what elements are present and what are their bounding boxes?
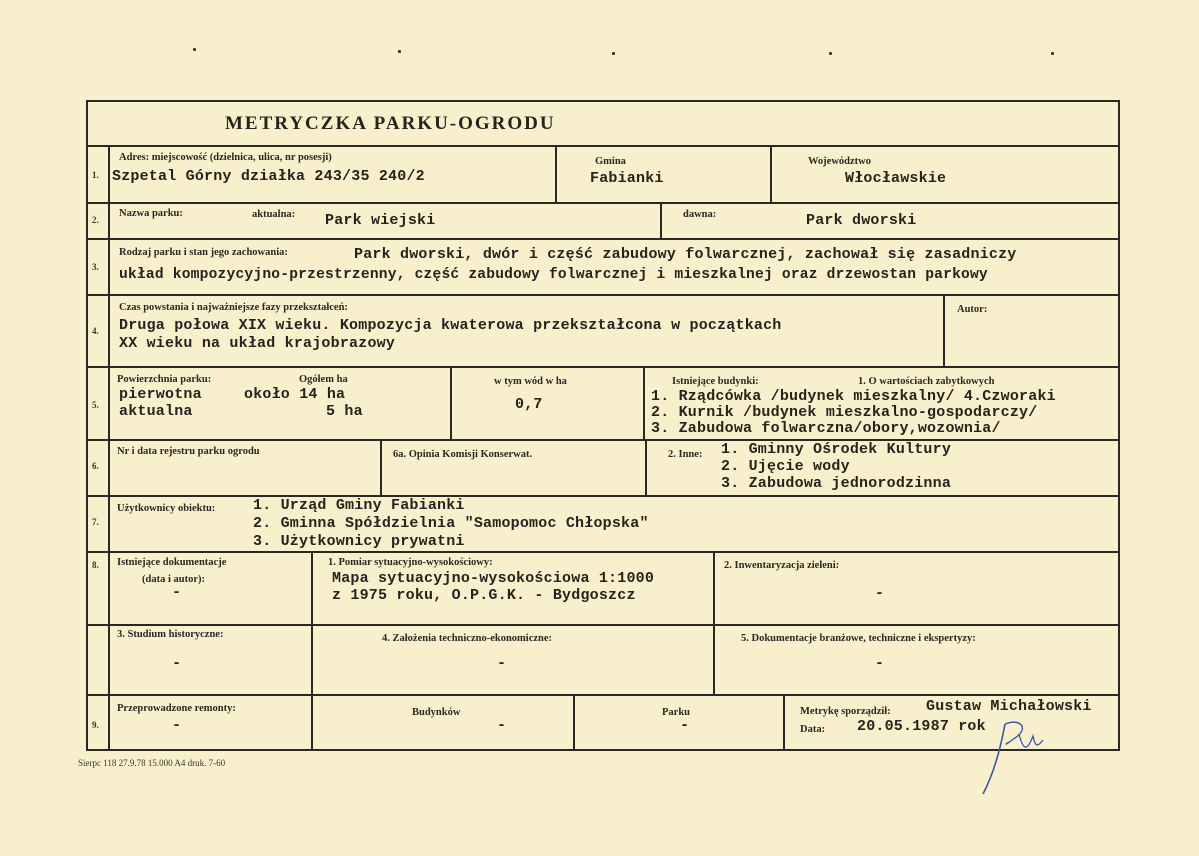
buildings-repairs-value: - [497,717,507,734]
date-label: Data: [800,724,826,735]
original-area-value: około 14 ha [244,386,346,403]
survey-value-line2: z 1975 roku, O.P.G.K. - Bydgoszcz [332,587,636,604]
cell-divider [645,439,647,495]
building-2: 2. Kurnik /budynek mieszkalno-gospodarczy/ [651,404,1038,421]
cell-divider [380,439,382,495]
row-divider [86,624,1120,626]
cell-divider [713,551,715,694]
history-study-label: 3. Studium historyczne: [117,629,224,640]
park-repairs-value: - [680,717,690,734]
former-name-value: Park dworski [806,212,917,229]
row-number: 3. [92,262,99,272]
other-building-1: 1. Gminny Ośrodek Kultury [721,441,952,458]
cell-divider [573,694,575,751]
row-number: 6. [92,461,99,471]
current-name-label: aktualna: [252,209,296,220]
row-number: 2. [92,215,99,225]
origin-value-line2: XX wieku na układ krajobrazowy [119,335,396,352]
user-3: 3. Użytkownicy prywatni [253,533,465,550]
area-label: Powierzchnia parku: [117,374,212,385]
row-divider [86,439,1120,441]
row-divider [86,202,1120,204]
park-repairs-label: Parku [662,707,691,718]
user-1: 1. Urząd Gminy Fabianki [253,497,465,514]
technical-assumptions-value: - [497,655,507,672]
row-divider [86,145,1120,147]
gmina-value: Fabianki [590,170,664,187]
number-column-divider [108,145,110,751]
cell-divider [943,294,945,366]
print-footer: Sierpc 118 27.9.78 15.000 A4 druk. 7-60 [78,758,226,768]
row-number: 7. [92,517,99,527]
prepared-by-value: Gustaw Michałowski [926,698,1092,715]
opinion-label: 6a. Opinia Komisji Konserwat. [393,449,533,460]
row-divider [86,551,1120,553]
existing-docs-label: Istniejące dokumentacje [117,557,227,568]
water-area-value: 0,7 [515,396,543,413]
speck [829,52,832,55]
cell-divider [783,694,785,751]
branch-docs-label: 5. Dokumentacje branżowe, techniczne i ekspertyzy: [741,633,976,644]
technical-assumptions-label: 4. Założenia techniczno-ekonomiczne: [382,633,553,644]
row-number: 9. [92,720,99,730]
water-area-label: w tym wód w ha [494,376,567,387]
row-number: 8. [92,560,99,570]
park-type-value-line1: Park dworski, dwór i część zabudowy folwarcznej, zachował się zasadniczy [354,246,1017,263]
park-type-value-line2: układ kompozycyjno-przestrzenny, część zabudowy folwarcznej i mieszkalnej oraz drzewostan parkowy [119,267,988,283]
row-number: 5. [92,400,99,410]
prepared-by-label: Metrykę sporządził: [800,706,891,717]
greenery-inventory-label: 2. Inwentaryzacja zieleni: [724,560,840,571]
date-value: 20.05.1987 rok [857,718,986,735]
other-buildings-label: 2. Inne: [668,449,703,460]
former-name-label: dawna: [683,209,717,220]
current-name-value: Park wiejski [325,212,436,229]
speck [398,50,401,53]
cell-divider [770,145,772,202]
monuments-label: 1. O wartościach zabytkowych [858,376,995,387]
speck [1051,52,1054,55]
other-building-2: 2. Ujęcie wody [721,458,850,475]
row-divider [86,694,1120,696]
author-label: Autor: [957,304,988,315]
row-divider [86,238,1120,240]
register-label: Nr i data rejestru parku ogrodu [117,446,260,457]
park-type-label: Rodzaj parku i stan jego zachowania: [119,247,288,258]
repairs-label: Przeprowadzone remonty: [117,703,236,714]
current-area-label: aktualna [119,403,193,420]
buildings-repairs-label: Budynków [412,707,461,718]
cell-divider [660,202,662,238]
signature-icon [975,716,1065,801]
repairs-value: - [172,717,182,734]
form-title: METRYCZKA PARKU-OGRODU [225,113,556,134]
row-divider [86,366,1120,368]
cell-divider [643,366,645,439]
cell-divider [311,551,313,694]
total-area-label: Ogółem ha [299,374,348,385]
existing-docs-value: - [172,584,182,601]
cell-divider [311,694,313,751]
voivodeship-value: Włocławskie [845,170,947,187]
greenery-inventory-value: - [875,585,885,602]
users-label: Użytkownicy obiektu: [117,503,216,514]
speck [193,48,196,51]
branch-docs-value: - [875,655,885,672]
voivodeship-label: Województwo [808,156,871,167]
current-area-value: 5 ha [326,403,363,420]
user-2: 2. Gminna Spółdzielnia "Samopomoc Chłopska" [253,515,649,532]
row-divider [86,495,1120,497]
survey-label: 1. Pomiar sytuacyjno-wysokościowy: [328,557,493,568]
cell-divider [555,145,557,202]
survey-value-line1: Mapa sytuacyjno-wysokościowa 1:1000 [332,570,655,587]
cell-divider [450,366,452,439]
address-value: Szpetal Górny działka 243/35 240/2 [112,168,425,185]
row-divider [86,294,1120,296]
park-name-label: Nazwa parku: [119,208,183,219]
origin-label: Czas powstania i najważniejsze fazy przekształceń: [119,302,348,313]
building-3: 3. Zabudowa folwarczna/obory,wozownia/ [651,420,1001,437]
origin-value-line1: Druga połowa XIX wieku. Kompozycja kwaterowa przekształcona w początkach [119,317,782,334]
speck [612,52,615,55]
building-1: 1. Rządcówka /budynek mieszkalny/ 4.Czworaki [651,388,1056,405]
row-number: 4. [92,326,99,336]
other-building-3: 3. Zabudowa jednorodzinna [721,475,952,492]
address-label: Adres: miejscowość (dzielnica, ulica, nr posesji) [119,152,332,163]
history-study-value: - [172,655,182,672]
row-number: 1. [92,170,99,180]
gmina-label: Gmina [595,156,626,167]
original-area-label: pierwotna [119,386,202,403]
existing-docs-sublabel: (data i autor): [142,574,205,585]
existing-buildings-label: Istniejące budynki: [672,376,759,387]
